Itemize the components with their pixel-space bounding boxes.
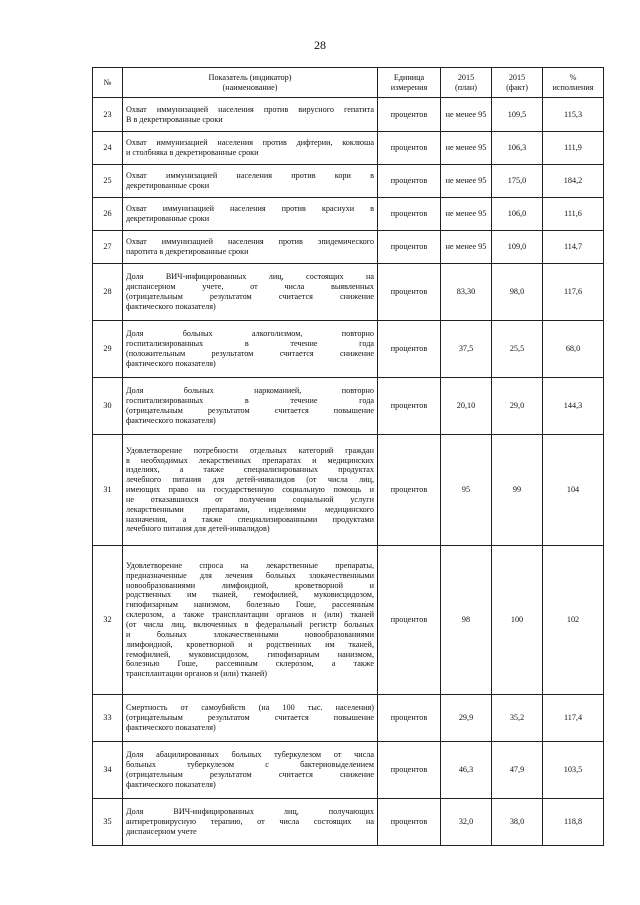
- indicator-name-line: Смертность от самоубийств (на 100 тыс. населения): [126, 703, 374, 713]
- row-number: 32: [93, 546, 123, 695]
- plan-value: не менее 95: [441, 165, 492, 198]
- indicator-name-line: Доля больных алкоголизмом, повторно: [126, 329, 374, 339]
- plan-value: 98: [441, 546, 492, 695]
- plan-value: 46,3: [441, 742, 492, 799]
- indicator-name-line: (отрицательным результатом считается снижение: [126, 770, 374, 779]
- indicator-name-line: фактического показателя): [126, 722, 216, 732]
- unit-of-measure: процентов: [378, 132, 441, 165]
- indicator-name-line: предназначенные для лечения больных злокачественными: [126, 570, 374, 580]
- indicator-name-line: Охват иммунизацией населения против эпидемического: [126, 237, 374, 247]
- indicator-name: [123, 378, 378, 435]
- indicator-name-line: фактического показателя): [126, 358, 216, 368]
- indicator-name-line: паротита в декретированные сроки: [126, 247, 249, 256]
- fact-value: 175,0: [492, 165, 543, 198]
- fact-value: 106,0: [492, 198, 543, 231]
- indicator-name-line: (отрицательным результатом считается снижение: [126, 292, 374, 301]
- fact-value: 29,0: [492, 378, 543, 435]
- fact-value: 25,5: [492, 321, 543, 378]
- indicator-name-line: Доля ВИЧ-инфицированных лиц, состоящих на: [126, 272, 374, 282]
- plan-value: 29,9: [441, 695, 492, 742]
- indicator-name: [123, 695, 378, 742]
- header-name: Показатель (индикатор) (наименование): [123, 68, 378, 98]
- header-pct: % исполнения: [543, 68, 604, 98]
- indicator-name-line: назначения, а также специализированными продуктами: [126, 514, 374, 524]
- table-row: [93, 264, 604, 321]
- indicator-name-line: болезнью Гоше, рассеянным склерозом, а также: [126, 659, 374, 669]
- completion-percent: 111,9: [543, 132, 604, 165]
- indicator-name-line: гипофизарным нанизмом, болезнью Гоше, рассеянным: [126, 600, 374, 610]
- indicator-name-line: Охват иммунизацией населения против дифтерии, коклюша: [126, 138, 374, 148]
- completion-percent: 144,3: [543, 378, 604, 435]
- indicator-name-line: гемофилией, муковисцидозом, гипофизарным нанизмом,: [126, 649, 374, 659]
- indicator-name: [123, 799, 378, 846]
- indicator-name: [123, 231, 378, 264]
- plan-value: не менее 95: [441, 231, 492, 264]
- completion-percent: 117,6: [543, 264, 604, 321]
- indicator-name-line: фактического показателя): [126, 415, 216, 425]
- indicator-name: [123, 264, 378, 321]
- table-row: [93, 546, 604, 695]
- row-number: 23: [93, 98, 123, 132]
- unit-of-measure: процентов: [378, 742, 441, 799]
- indicator-name-line: Доля больных наркоманией, повторно: [126, 386, 374, 396]
- indicator-name: [123, 98, 378, 132]
- completion-percent: 68,0: [543, 321, 604, 378]
- indicator-name-line: склерозом, а также трансплантации органов и (или) тканей: [126, 610, 374, 620]
- indicator-name: [123, 435, 378, 546]
- header-unit: Единица измерения: [378, 68, 441, 98]
- fact-value: 35,2: [492, 695, 543, 742]
- plan-value: 95: [441, 435, 492, 546]
- table-header-row: [93, 68, 604, 98]
- header-fact: 2015 (факт): [492, 68, 543, 98]
- unit-of-measure: процентов: [378, 321, 441, 378]
- page-number: 28: [314, 38, 326, 52]
- indicator-name-line: Доля абацилированных больных туберкулезом от числа: [126, 750, 374, 760]
- indicator-name-line: трансплантации органов и (или) тканей): [126, 669, 267, 679]
- indicator-name: [123, 546, 378, 695]
- completion-percent: 117,4: [543, 695, 604, 742]
- fact-value: 100: [492, 546, 543, 695]
- header-plan: 2015 (план): [441, 68, 492, 98]
- unit-of-measure: процентов: [378, 264, 441, 321]
- plan-value: не менее 95: [441, 132, 492, 165]
- table-row: [93, 231, 604, 264]
- indicator-name-line: декретированные сроки: [126, 214, 210, 223]
- completion-percent: 118,8: [543, 799, 604, 846]
- table-row: [93, 165, 604, 198]
- plan-value: 32,0: [441, 799, 492, 846]
- plan-value: не менее 95: [441, 98, 492, 132]
- indicator-name-line: и больных злокачественными новообразованиями: [126, 629, 374, 639]
- completion-percent: 104: [543, 435, 604, 546]
- row-number: 30: [93, 378, 123, 435]
- unit-of-measure: процентов: [378, 165, 441, 198]
- table-row: [93, 321, 604, 378]
- fact-value: 106,3: [492, 132, 543, 165]
- indicator-name-line: Охват иммунизацией населения против краснухи в: [126, 204, 374, 214]
- fact-value: 98,0: [492, 264, 543, 321]
- indicator-name-line: госпитализированных в течение года: [126, 396, 374, 406]
- unit-of-measure: процентов: [378, 435, 441, 546]
- indicator-name-line: (отрицательным результатом считается повышение: [126, 713, 374, 723]
- indicator-name: [123, 742, 378, 799]
- unit-of-measure: процентов: [378, 98, 441, 132]
- table-row: [93, 742, 604, 799]
- indicator-name-line: Удовлетворение потребности отдельных категорий граждан: [126, 445, 374, 455]
- unit-of-measure: процентов: [378, 231, 441, 264]
- table-row: [93, 378, 604, 435]
- fact-value: 47,9: [492, 742, 543, 799]
- row-number: 33: [93, 695, 123, 742]
- indicator-name-line: родственных им тканей, гемофилией, муковисцидозом,: [126, 590, 374, 600]
- table-row: [93, 132, 604, 165]
- indicator-name-line: имеющих право на государственную социальную помощь и: [126, 485, 374, 495]
- row-number: 26: [93, 198, 123, 231]
- indicator-name-line: декретированные сроки: [126, 181, 210, 190]
- completion-percent: 114,7: [543, 231, 604, 264]
- row-number: 27: [93, 231, 123, 264]
- row-number: 34: [93, 742, 123, 799]
- indicator-name-line: лечебного питания для детей-инвалидов (от числа лиц,: [126, 475, 374, 485]
- indicator-name-line: Охват иммунизацией населения против вирусного гепатита: [126, 104, 374, 114]
- indicator-name-line: диспансерном учете: [126, 826, 197, 836]
- indicator-name: [123, 165, 378, 198]
- indicator-name-line: лимфоидной, кроветворной и родственных им тканей,: [126, 639, 374, 649]
- table-row: [93, 799, 604, 846]
- indicator-name: [123, 321, 378, 378]
- fact-value: 109,0: [492, 231, 543, 264]
- indicator-name-line: госпитализированных в течение года: [126, 339, 374, 349]
- plan-value: не менее 95: [441, 198, 492, 231]
- fact-value: 99: [492, 435, 543, 546]
- indicator-name-line: антиретровирусную терапию, от числа состоящих на: [126, 817, 374, 827]
- table-row: [93, 98, 604, 132]
- completion-percent: 111,6: [543, 198, 604, 231]
- header-num: №: [93, 68, 123, 98]
- completion-percent: 102: [543, 546, 604, 695]
- indicator-name-line: лекарственными препаратами, изделиями медицинского: [126, 504, 374, 514]
- row-number: 29: [93, 321, 123, 378]
- completion-percent: 115,3: [543, 98, 604, 132]
- indicators-table: [92, 67, 604, 846]
- unit-of-measure: процентов: [378, 198, 441, 231]
- row-number: 31: [93, 435, 123, 546]
- fact-value: 38,0: [492, 799, 543, 846]
- indicator-name-line: (положительным результатом считается снижение: [126, 349, 374, 358]
- row-number: 25: [93, 165, 123, 198]
- plan-value: 20,10: [441, 378, 492, 435]
- indicator-name-line: (отрицательным результатом считается повышение: [126, 406, 374, 415]
- fact-value: 109,5: [492, 98, 543, 132]
- indicator-name-line: (от числа лиц, включенных в федеральный регистр больных: [126, 620, 374, 629]
- indicator-name: [123, 132, 378, 165]
- indicator-name-line: и столбняка в декретированные сроки: [126, 148, 259, 157]
- indicator-name-line: в необходимых лекарственных препаратах и медицинских: [126, 455, 374, 465]
- plan-value: 37,5: [441, 321, 492, 378]
- table-row: [93, 198, 604, 231]
- indicator-name-line: лечебного питания для детей-инвалидов): [126, 524, 270, 534]
- unit-of-measure: процентов: [378, 378, 441, 435]
- indicator-name: [123, 198, 378, 231]
- indicator-name-line: больных туберкулезом с бактериовыделением: [126, 760, 374, 770]
- plan-value: 83,30: [441, 264, 492, 321]
- indicator-name-line: В в декретированные сроки: [126, 114, 223, 124]
- indicator-name-line: Доля ВИЧ-инфицированных лиц, получающих: [126, 807, 374, 817]
- unit-of-measure: процентов: [378, 546, 441, 695]
- completion-percent: 103,5: [543, 742, 604, 799]
- indicator-name-line: Охват иммунизацией населения против кори в: [126, 171, 374, 181]
- indicator-name-line: фактического показателя): [126, 301, 216, 311]
- row-number: 35: [93, 799, 123, 846]
- indicator-name-line: изделиях, а также специализированных продуктах: [126, 465, 374, 475]
- indicator-name-line: фактического показателя): [126, 779, 216, 789]
- row-number: 24: [93, 132, 123, 165]
- unit-of-measure: процентов: [378, 695, 441, 742]
- indicator-name-line: Удовлетворение спроса на лекарственные препараты,: [126, 560, 374, 570]
- indicator-name-line: новообразованиями лимфоидной, кроветворной и: [126, 580, 374, 590]
- indicator-name-line: не отказавшихся от получения социальной услуги: [126, 494, 374, 504]
- unit-of-measure: процентов: [378, 799, 441, 846]
- table-row: [93, 435, 604, 546]
- completion-percent: 184,2: [543, 165, 604, 198]
- table-row: [93, 695, 604, 742]
- indicator-name-line: диспансерном учете, от числа выявленных: [126, 282, 374, 292]
- row-number: 28: [93, 264, 123, 321]
